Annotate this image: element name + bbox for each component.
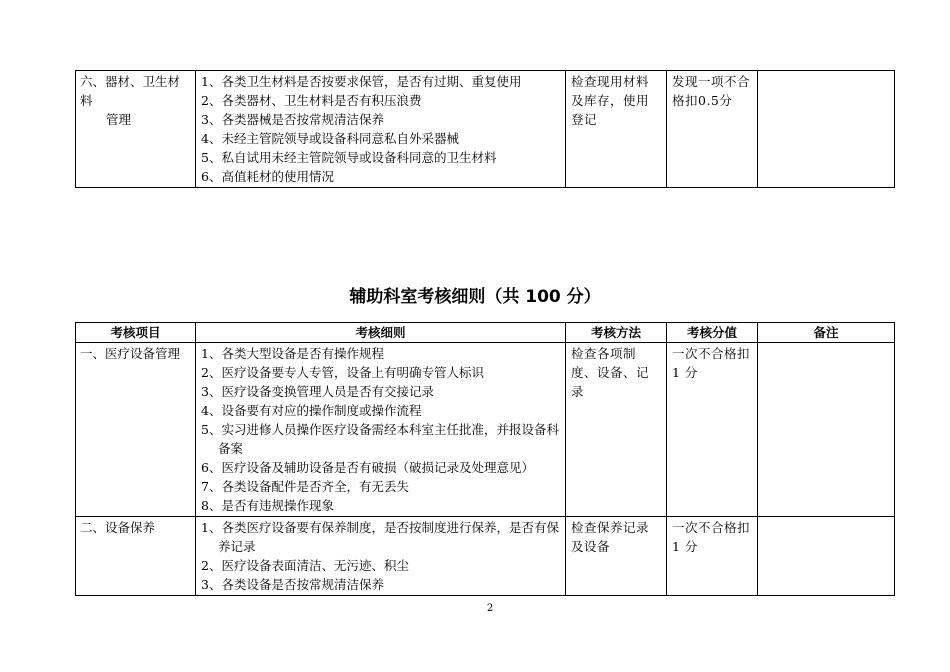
detail-line: 1、各类大型设备是否有操作规程 <box>201 346 384 361</box>
item-cell: 二、设备保养 <box>76 517 196 596</box>
header-detail: 考核细则 <box>196 323 566 343</box>
detail-cell <box>196 71 566 188</box>
table-row <box>76 517 895 596</box>
item-label-line2: 管理 <box>106 112 132 127</box>
detail-line: 8、是否有违规操作现象 <box>201 498 334 513</box>
note-cell <box>758 71 895 188</box>
score-cell: 发现一项不合格扣0.5分 <box>667 71 758 188</box>
assessment-table <box>75 322 895 596</box>
method-cell: 检查各项制度、设备、记录 <box>566 343 667 517</box>
top-assessment-table <box>75 70 895 188</box>
method-cell: 检查保养记录及设备 <box>566 517 667 596</box>
item-cell <box>76 71 196 188</box>
note-cell <box>758 517 895 596</box>
detail-cell <box>196 517 566 596</box>
detail-line: 4、设备要有对应的操作制度或操作流程 <box>201 403 422 418</box>
item-cell: 一、医疗设备管理 <box>76 343 196 517</box>
header-item: 考核项目 <box>76 323 196 343</box>
header-method: 考核方法 <box>566 323 667 343</box>
detail-line: 1、各类医疗设备要有保养制度，是否按制度进行保养，是否有保养记录 <box>201 520 559 554</box>
detail-line: 4、未经主管院领导或设备科同意私自外采器械 <box>201 131 459 146</box>
table-header-row <box>76 323 895 343</box>
header-score: 考核分值 <box>667 323 758 343</box>
detail-line: 7、各类设备配件是否齐全，有无丢失 <box>201 479 409 494</box>
detail-line: 2、医疗设备表面清洁、无污迹、积尘 <box>201 558 409 573</box>
method-cell: 检查现用材料及库存，使用登记 <box>566 71 667 188</box>
detail-line: 2、各类器材、卫生材料是否有积压浪费 <box>201 93 422 108</box>
detail-line: 6、医疗设备及辅助设备是否有破损（破损记录及处理意见） <box>201 460 534 475</box>
detail-line: 5、私自试用未经主管院领导或设备科同意的卫生材料 <box>201 150 497 165</box>
detail-line: 3、各类器械是否按常规清洁保养 <box>201 112 384 127</box>
page-number: 2 <box>486 603 494 614</box>
detail-line: 2、医疗设备要专人专管，设备上有明确专管人标识 <box>201 365 484 380</box>
detail-line: 6、高值耗材的使用情况 <box>201 169 334 184</box>
detail-line: 3、各类设备是否按常规清洁保养 <box>201 577 384 592</box>
page-title: 辅助科室考核细则（共 100 分） <box>349 287 601 307</box>
note-cell <box>758 343 895 517</box>
detail-line: 5、实习进修人员操作医疗设备需经本科室主任批准，并报设备科备案 <box>201 422 559 456</box>
header-note: 备注 <box>758 323 895 343</box>
detail-line: 3、医疗设备变换管理人员是否有交接记录 <box>201 384 434 399</box>
table-row <box>76 343 895 517</box>
score-cell: 一次不合格扣 1 分 <box>667 343 758 517</box>
table-row <box>76 71 895 188</box>
item-label-line1: 六、器材、卫生材料 <box>80 74 181 108</box>
detail-line: 1、各类卫生材料是否按要求保管，是否有过期、重复使用 <box>201 74 522 89</box>
detail-cell <box>196 343 566 517</box>
score-cell: 一次不合格扣 1 分 <box>667 517 758 596</box>
